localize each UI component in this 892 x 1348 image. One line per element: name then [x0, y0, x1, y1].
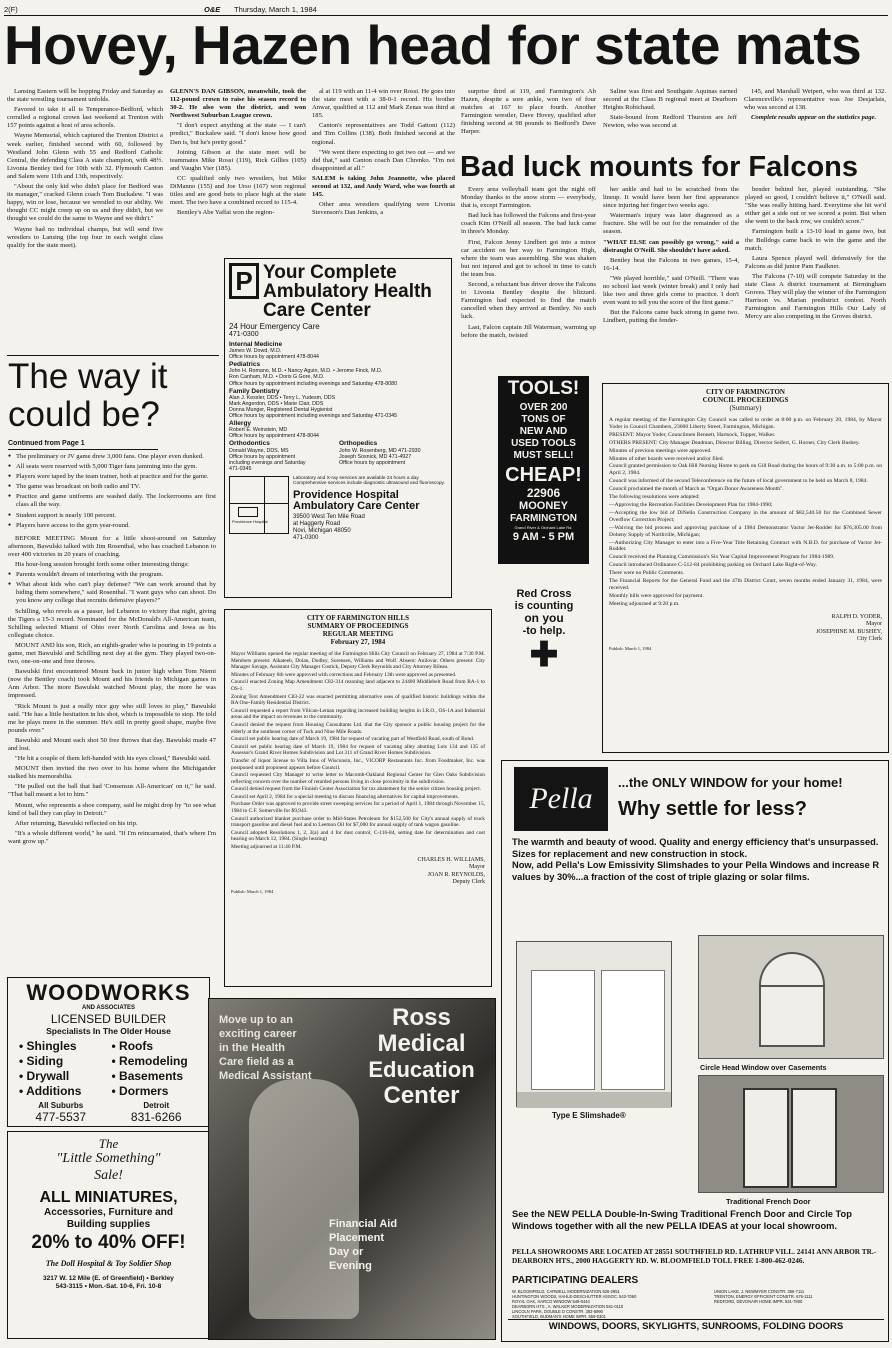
hospital-footer-name: Providence Hospital Ambulatory Care Center: [293, 489, 420, 513]
section-orthopedics: Orthopedics John W. Rosenberg, MD 471-2930 Joseph Sosnick, MD 471-4927 Office hours by appointment: [339, 440, 421, 466]
hospital-hours: 24 Hour Emergency Care: [229, 322, 320, 331]
hospital-phone: 471-0300: [229, 331, 259, 338]
farmington-title: CITY OF FARMINGTON: [706, 388, 785, 396]
farmington-hills-notice: [224, 609, 492, 987]
tools-cheap: CHEAP!: [505, 464, 582, 486]
mini-percent: 20% to 40% OFF!: [31, 1232, 186, 1253]
main-story-col-3: al at 119 with an 11-4 win over Rossi. He goes into the state meet with a 38-0-1 record. His brother Anwar, qualified at 112 and Mark Zenas was third at 185. Canton's representatives are Todd Gattoni (112) and Tim Collins (138). Both finished second at the regional. "We went there expecting to get two out — and we did that," said Canton coach Dan Chrenko. "I'm not disappointed at all." SALEM is taking John Jeannotte, who placed second at 132, and Andy Ward, who was fourth at 145. Other area wrestlers qualifying were Livonia Stevenson's Dan Jenkins, a: [312, 88, 455, 217]
hills-date: February 27, 1984: [330, 638, 386, 646]
red-cross-icon: ✚: [529, 636, 559, 674]
ross-person-silhouette: [249, 1079, 359, 1319]
ross-bottom-text: Financial Aid Placement Day or Evening: [329, 1218, 398, 1272]
section-orthodontics: Orthodontics Donald Wayne, DDS, MS Office hours by appointment including evenings and Saturday 471-0345: [229, 440, 306, 472]
tools-street: MOONEY: [519, 500, 568, 512]
hills-title: CITY OF FARMINGTON HILLS: [306, 614, 410, 622]
ross-line4: Center: [383, 1082, 460, 1109]
pella-body: The warmth and beauty of wood. Quality and energy efficiency that's unsurpassed. Sizes for replacement and new construction in stock. Now, add Pella's Low Emissivity Slimshades to your Pella Windows and increase R values by 30%...a fraction of the cost of triple glazing or solar films.: [512, 837, 880, 882]
tools-title: TOOLS!: [507, 378, 580, 399]
red-cross-line-3: on you: [524, 611, 564, 625]
hospital-headline: Your Complete Ambulatory Health Care Center: [263, 262, 432, 321]
main-story-col-5: Saline was first and Southgate Aquinas earned second at the Class B regional meet at Dearborn Heights Robichaud. State-bound from Redford Thurston are Jeff Newton, who was second at: [603, 88, 737, 130]
main-story-col-6: 145, and Marshall Weipert, who was third at 132. Clarenceville's representative was Joe Desjarlais, who was second at 138. Complete results appear on the statistics page.: [744, 88, 886, 122]
red-cross-ad: [498, 588, 590, 688]
pella-circlehead-illustration: [698, 935, 884, 1059]
woodworks-services: • Shingles • Roofs • Siding • Remodeling • Drywall • Basements • Additions • Dormers: [19, 1039, 188, 1098]
pella-logo: Pella: [514, 767, 608, 831]
tools-lines: OVER 200 TONS OF NEW AND USED TOOLS MUST SELL!: [511, 402, 576, 461]
map-hospital-marker: [238, 507, 258, 517]
woodworks-ad: [7, 977, 210, 1127]
pella-frenchdoor-illustration: [698, 1075, 884, 1193]
lab-note: Laboratory and X-ray services are available 24 hours a day. Comprehensive services include diagnostic ultrasound and fluoroscopy.: [293, 475, 445, 487]
falcons-headline: Bad luck mounts for Falcons: [460, 151, 858, 183]
hills-publish: Publish: March 1, 1984: [231, 888, 274, 894]
mini-title: ALL MINIATURES,: [39, 1189, 178, 1206]
way-story-body: ● The preliminary or JV game drew 3,000 fans. One player even dunked. ● All seats were reserved with 5,000 Tiger fans jamming into the gym. ● Players were taped by the team trainer, both at practice and for the game. ● The game was broadcast on both radio and TV. ● Practice and game uniforms are washed daily. The lockerrooms are first class all the way. ● Student support is nearly 100 percent. ● Players have access to the gym year-round. BEFORE MEETING Mount for a little shoot-around on Saturday afternoon, Bawulski talked with Jim Rosenthal, who has coached Lebanon to over 400 victories in 20 years of coaching. His hour-long session brought forth some other interesting things: ● Parents wouldn't dream of interfering with the program. ● What about kids who can't play defense? "We can work around that by hiding them somewhere," said Rosenthal. "I want guys who can shoot. Do you know any college that recruits defensive players?" Schilling, who revels as a passer, led Lebanon to victory that night, giving the Tigers a 15-3 record. Nominated for the McDonald's All-American team, Schilling selected Miami of Ohio over North Carolina and Iowa as his collegiate choice. MOUNT AND his son, Rich, an eighth-grader who is pouring in 19 points a game, met Bawulski and Schilling next day at the gym. They played two-on-two, one-on-one and free throws. Bawulski first encountered Mount back in junior high when Tom Niemi (now the Bentley coach) took Mount and his friends to Michigan games in Ann Arbor. The more Bawulski watched Mount play, the more he was impressed. "Rick Mount is just a really nice guy who still loves to play," Bawulski said. "He has a little hesitation in his shot, which is impossible to stop. He told me he plays more in the summer. He's still in pretty good shape, maybe five pounds over." Bawulski and Mount each shot 50 free throws that day. Bawulski made 47 and lost. "He hit a couple of them left-handed with his eyes closed," Bawulski said. MOUNT then invited the two over to his home where the Michigander stalked his memorabilia. "He pulled out the ball that had 'Consensus All-American' on it," he said. "That ball meant a lot to him." Mount, who represents a shoe company, said he might drop by "to see what kind of ball they can play in Detroit." After returning, Bawulski reflected on his trip. "It's a whole different world," he said. "If I'm reincarnated, that's where I'm want grow up.": [8, 453, 216, 923]
farmington-body: A regular meeting of the Farmington City Council was called to order at 8:00 p.m. on February 20, 1984, by Mayor Yoder in Council Chambers, 23600 Liberty Street, Farmington, Michigan. PRESENT: Mayor Yoder, Councilmen Bennett, Hartsock, Tupper, Walker. OTHERS PRESENT: City Manager Deadman, Director Billing, Director Seifert, G. Horner, City Clerk Busbey. Minutes of previous meetings were approved. Minutes of other boards were received and/or filed. Council granted permission to Oak Hill Nursing Home to park on Gill Road during the hours of 9:30 a.m. to 5:00 p.m. on April 2, 1984. Council was informed of the second Teleconference on the future of local government to be held on March 8, 1984. Council proclaimed the month of March as "Organ Donor Awareness Month". The following resolutions were adopted: —Approving the Recreation Facilities Development Plan for 1984-1990; —Accepting the low bid of DiNello Construction Company in the amount of $82,540.50 for the Combined Sewer Overflow Correction Project; —Waiving the bid process and approving purchase of a 1984 Demonstrator Vactor Jet-Rodder for $76,305.00 from Doheny Supply of Northville, Michigan; —Authorizing City Manager to enter into a Five-Year Title Retaining Contract with N.B.D. for purchase of Vactor Jet-Rodder. Council received the Planning Commission's Six Year Capital Improvement Program for 1984-1989. Council introduced Ordinance C-512-84 prohibiting parking on Orchard Lake Right-of-Way. There were no Public Comments. The Financial Reports for the General Fund and the 47th District Court, seven months ended January 31, 1984, were received. Monthly bills were approved for payment. Meeting adjourned at 9:20 p.m.: [609, 417, 882, 607]
red-cross-line-1: Red Cross: [516, 588, 572, 600]
farmington-summary: (Summary): [729, 404, 762, 412]
section-allergy: Allergy Robert E. Weinstein, MD Office hours by appointment 478-8044: [229, 420, 320, 440]
falcons-col-2: her ankle and had to be scratched from the lineup. It would have been her first appearance since injuring her finger two weeks ago. Waterman's injury was later diagnosed as a fracture. She will be out for the remainder of the season. "WHAT ELSE can possibly go wrong," said a distraught O'Neill. She shouldn't have asked. Bentley beat the Falcons in two games, 15-4, 16-14. "We played horrible," said O'Neill. "There was no school last week (winter break) and I only had like two and three girls come to practice. I don't even want to tell you the score of the first game." But the Falcons came back strong in game two. Lindbert, putting the fender-: [603, 186, 739, 325]
ross-line2: Medical: [377, 1030, 466, 1057]
hills-subtitle: SUMMARY OF PROCEEDINGS: [307, 622, 409, 630]
issue-date: Thursday, March 1, 1984: [234, 5, 317, 14]
pella-dealers-left: W. BLOOMFIELD, CARWELL MODERNIZATION 626-2951 HUNTINGTON WOODS, HAHLE-DESCHUTTER ASSOC. 543-7060 ROYAL OAK, HARCO WINDOW 549-0444 DEARBORN HTS., A. WALKER MODERNIZATION 561-0110 LINCOLN PARK, DOUBLE D CONSTR. 383-5990 SOUTHFIELD, BUDMAN'S HOME IMPR. 559-0301: [512, 1289, 637, 1319]
pella-circlehead-caption: Circle Head Window over Casements: [700, 1063, 827, 1072]
woodworks-and: AND ASSOCIATES: [81, 1005, 135, 1011]
hospital-address: 39500 West Ten Mile Road at Haggerty Road Novi, Michigan 48050 471-0300: [293, 514, 365, 542]
hills-signature: CHARLES H. WILLIAMS, Mayor JOAN R. REYNOLDS, Deputy Clerk: [417, 856, 485, 886]
mini-little: "Little Something": [56, 1151, 161, 1166]
mini-line2: Accessories, Furniture and: [44, 1207, 173, 1218]
hospital-map: [229, 476, 289, 534]
section-pediatrics: Pediatrics John H. Romano, M.D. • Nancy Aguin, M.D. • Jerome Finck, M.D. Ron Canham, M.D. • Doris G Gore, M.D. Office hours by appointment including evenings and Saturday 478-8080: [229, 361, 398, 387]
red-cross-line-2: is counting: [514, 600, 574, 612]
hills-meeting: REGULAR MEETING: [322, 630, 394, 638]
ross-line3: Education: [368, 1057, 475, 1082]
woodworks-specialists: Specialists In The Older House: [46, 1026, 171, 1036]
paper-name: O&E: [204, 5, 221, 14]
pella-slimshade-caption: Type E Slimshade®: [552, 1111, 626, 1120]
ross-overlay-text: Move up to an exciting career in the Health Care field as a Medical Assistant: [219, 1014, 312, 1082]
way-story-continued: Continued from Page 1: [8, 440, 158, 450]
mini-shop: The Doll Hospital & Toy Soldier Shop: [45, 1259, 172, 1268]
page-number: 2(F): [4, 5, 18, 14]
woodworks-licensed: LICENSED BUILDER: [50, 1012, 167, 1026]
pella-participating: PARTICIPATING DEALERS: [512, 1275, 639, 1286]
red-cross-line-4: -to help.: [522, 625, 566, 637]
tools-town: FARMINGTON: [509, 513, 578, 524]
hospital-ad: [224, 258, 452, 598]
woodworks-phones: All Suburbs 477-5537 Detroit 831-6266: [35, 1101, 182, 1124]
farmington-subtitle: COUNCIL PROCEEDINGS: [702, 396, 789, 404]
mini-sale: Sale!: [94, 1168, 123, 1183]
farmington-signature: RALPH D. YODER, Mayor JOSEPHINE M. BUSHEY, City Clerk: [816, 613, 882, 643]
hospital-logo: P: [229, 263, 259, 299]
farmington-publish: Publish: March 1, 1984: [609, 645, 652, 651]
falcons-col-3: bender behind her, played outstanding. "She played so good, I couldn't believe it," O'Neill said. "She was really hitting hard. Everytime she hit we'd either get a side out or we scored a point. But when she went to the back row, we couldn't score." Farmington built a 13-10 lead in game two, but the Bulldogs came back to win the game and the match. Laura Spence played well defensively for the Falcons as did junior Pam Faulkner. The Falcons (7-10) will compete Saturday in the state Class A district tournament at Birmingham Groves. They will play the winner of the Farmington Harrison vs. Marian predistrict contest. North Farmington and Farmington Hills Our Lady of Mercy are also competing in the Groves district.: [745, 186, 886, 321]
pella-dealers-right: UNION LAKE, J. NEWMYER CONSTR. 356-7111 TRENTON, ENERGY EFFICIENT CONSTR. 676-1111 REDFORD, DEVONAIR HOME IMPR. 531-7800: [714, 1289, 813, 1304]
hospital-sections: [229, 342, 447, 472]
pella-ad: [501, 760, 889, 1342]
tools-number: 22906: [526, 486, 561, 500]
main-story-col-1: Lansing Eastern will be hopping Friday and Saturday as the state wrestling tournament unfolds. Favored to take it all is Temperance-Bedford, which corralled a regional crown last weekend at Trenton with 157 points against a host of area schools. Wayne Memorial, which captured the Trenton District a week earlier, finished second with 60, followed by Westland John Glenn with 55 and Redford Catholic Central, the defending Class A state champion, with 48½. Livonia Bentley tied for 10th with 32. Plymouth Canton and Salem were 11th and 13th, respectively. "About the only kid who didn't place for Bedford was its manager," cracked Glenn coach Tom Buckalew. "I was happy, win or lose, because we wrestled to our ability. We thought CC might creep up on us and they didn't, but we thought we could do the same to Wayne and we didn't." Wayne had no individual champs, but will send five wrestlers to Lansing (the top four in each weight class qualify for the state meet).: [7, 88, 163, 249]
mini-address: 3217 W. 12 Mile (E. of Greenfield) • Berkley: [43, 1275, 174, 1282]
tools-ad: [498, 376, 589, 564]
way-story-headline: The way it could be?: [8, 358, 168, 434]
pella-promo: See the NEW PELLA Double-In-Swing Traditional French Door and Circle Top Windows together with all the new PELLA IDEAS at your local showroom.: [512, 1209, 852, 1231]
pella-frenchdoor-caption: Traditional French Door: [726, 1197, 811, 1206]
farmington-council-notice: [602, 383, 889, 753]
tools-sub: Grand River & Orchard Lake Rd.: [514, 525, 573, 530]
woodworks-title: WOODWORKS: [26, 980, 191, 1005]
pella-footer: WINDOWS, DOORS, SKYLIGHTS, SUNROOMS, FOLDING DOORS: [508, 1319, 884, 1334]
hills-body: Mayor Williams opened the regular meeting of the Farmington Hills City Council on February 27, 1984 at 7:30 P.M. Members present: Alkateeb, Dolan, Dodley, Sorensen, Williams and Wolf. Absent: Anilovar. Others present: City Manager Savage, Assistant City Manager Costick, Deputy Clerk Reynolds and City Attorney Bileau. Minutes of February 6th were approved with corrections and February 13th were approved as presented. Council enacted Zoning Map Amendment C82-314 rezoning land adjacent to 24400 Middlebelt Road from RA-1 to OS-1. Zoning Text Amendment C83-22 was enacted permitting alternative uses of qualified historic buildings within the RA One-Family Residential District. Council requested a report from Vilican-Leman regarding increased building heights in I.R.O., OS-1A and Industrial areas and the impact on revenues to the community. Council denied the request from Housing Consultants Ltd. that the City sponsor a public housing project for the elderly at the southeast corner of Tuck and Nine Mile Roads. Council set public hearing date of March 19, 1984 for request of vacating part of Westfield Road, south of Bond. Council set public hearing date of March 19, 1984 for request of vacating alley abutting Lots 134 and 135 of Assessor's Grand River Homes Subdivision and Lot 311 of Grand River Homes Subdivision. Transfer of liquor license to Villa Inns of Wisconsin, Inc., VICORP Restaurants Inc. from Foodmaker, Inc. was postponed until proponent appears before Council. Council requested City Manager to write letter to Macomb-Oakland Regional Center for Glen Oaks Subdivision reflecting concern over the number of retarded persons living in close proximity in the subdivision. Council denied request from the Finnish Center Association for tax abatement for the senior citizen housing project. Council set April 2, 1984 for a special meeting to discuss financing alternatives for capital improvements. Purchase Order was approved to provide street sweeping services for a period of April 1, 1984 through November 15, 1984 to C.F. Somerville for $9,943. Council authorized blanket purchase order to Mid-States Petroleum for $152,500 for City's annual supply of truck transport gasoline and diesel fuel and to Leemon Oil for $7,000 for annual supply of tank wagon gasoline. Council adopted Resolutions 1, 2, 3(a) and 4 for dust control, C-116-84, setting date for determination and cost hearing on March 12, 1984. (Single hearing) Meeting adjourned at 11:40 P.M.: [231, 651, 485, 851]
main-story-col-2: GLENN'S DAN GIBSON, meanwhile, took the 112-pound crown to raise his season record to 30-2. He also won the district, and won Northwest Suburban League crown. "I don't expect anything at the state — I can't predict," Buckalew said. "I don't know how good Dan is, but he's pretty good." Joining Gibson at the state meet will be teammates Mike Rossi (119), Rick Gillies (105) and Vaughn Vier (185). CC qualified only two wrestlers, but Mike DiManno (155) and Joe Urso (167) won regional titles and are good bets to place high at the state meet. The two have a combined record to 115-4. Bentley's Abe Yaffai won the region-: [170, 88, 306, 217]
pella-slimshade-illustration: [516, 941, 672, 1107]
page-headline: Hovey, Hazen head for state mats: [4, 14, 862, 76]
mini-line3: Building supplies: [66, 1219, 151, 1230]
pella-tagline: ...the ONLY WINDOW for your home!: [618, 775, 843, 790]
tools-hours: 9 AM - 5 PM: [512, 531, 575, 543]
section-dentistry: Family Dentistry Alan J. Kessler, DDS • Terry L. Yudesm, DDS Mark Angerdon, DDS • Marie Clair, DDS Donna Munger, Registered Dental Hygienist Office hours by appointment including evenings and Saturday 471-0345: [229, 387, 398, 420]
way-story-rule: [7, 355, 219, 356]
pella-showrooms: PELLA SHOWROOMS ARE LOCATED AT 28551 SOUTHFIELD RD. LATHRUP VILL. 24141 ANN ARBOR TR.-DEARBORN HTS., 2000 HAGGERTY RD. W. BLOOMFIELD TOLL FREE 1-800-462-0246.: [512, 1247, 877, 1265]
pella-headline: Why settle for less?: [618, 798, 807, 820]
ross-medical-ad: [208, 998, 496, 1340]
mini-hours: 543-3115 • Mon.-Sat. 10-6, Fri. 10-8: [55, 1283, 162, 1290]
ross-title: Ross: [392, 1004, 451, 1031]
main-story-col-4: surprise third at 119, and Farmington's Ab Hazen, despite a sore ankle, won two of four matches at 167 to place fourth. Another Farmington wrestler, Dave Hovey, qualified after finishing second at 98 pounds to Bedford's Dave Harper.: [461, 88, 596, 136]
miniatures-ad: [7, 1131, 210, 1339]
section-internal-medicine: Internal Medicine James W. Dowd, M.D. Office hours by appointment 478-8044: [229, 341, 320, 361]
map-label: Providence Hospital: [232, 518, 268, 524]
falcons-col-1: Every area volleyball team got the night off Monday thanks to the snow storm — everybody, that is, except Farmington. Bad luck has followed the Falcons and first-year coach Kim O'Neill all season. The bad luck came in three's Monday. First, Falcon Jenny Lindbert got into a minor car accident on her way to Farmington High, where the team was assembling. She was shaken but not injured and got to school in time to catch the team bus. Second, a reluctant bus driver drove the Falcons to Livonia Bentley despite the blizzard. Farmington had expected to find the match cancelled when they arrived at Bentley. No such luck. Last, Falcon captain Jill Waterman, warming up before the match, twisted: [461, 186, 596, 339]
mini-the: The: [98, 1136, 119, 1151]
